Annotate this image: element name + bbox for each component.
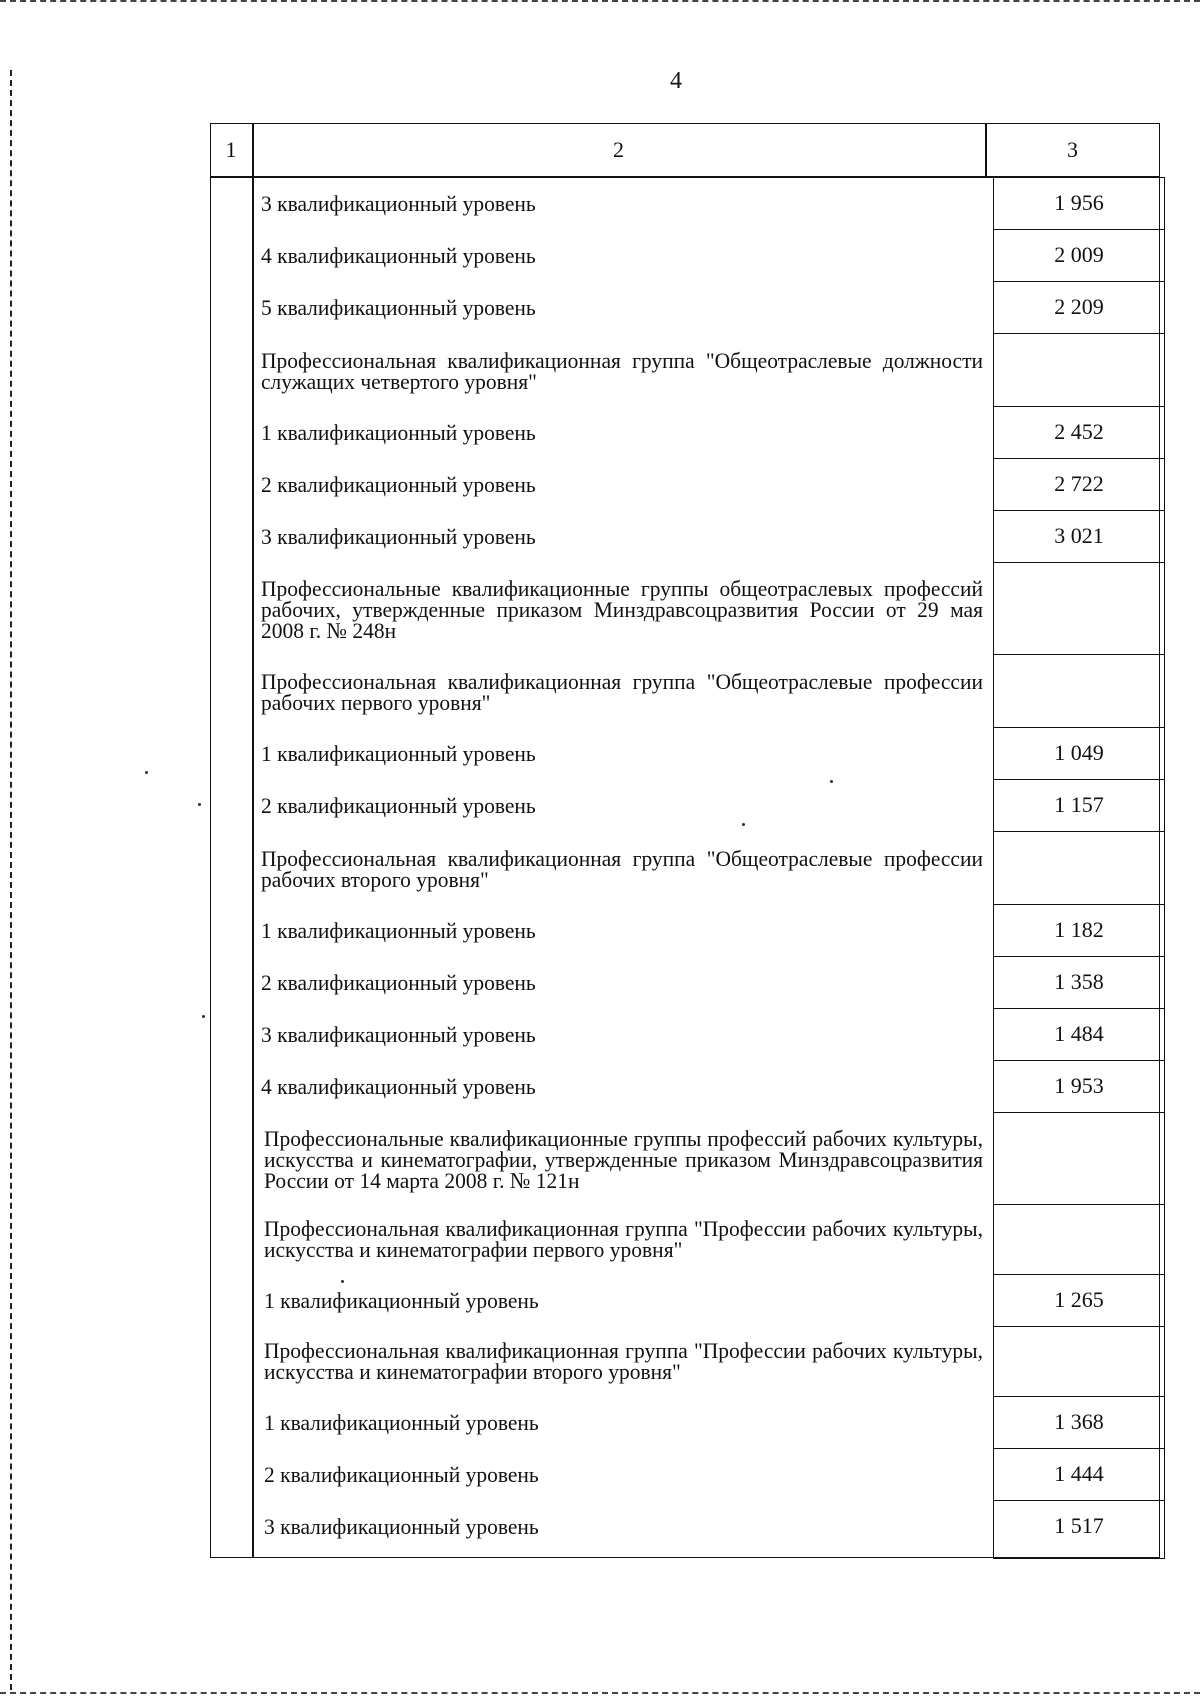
level-label: 1 квалификационный уровень — [264, 1409, 539, 1436]
value-cell — [993, 1274, 1165, 1327]
value-cell — [993, 229, 1165, 282]
level-label: 2 квалификационный уровень — [261, 969, 536, 996]
level-label: 2 квалификационный уровень — [261, 792, 536, 819]
scan-edge-left — [10, 70, 12, 1690]
value-cell — [993, 281, 1165, 334]
value-text: 1 265 — [1054, 1287, 1104, 1312]
level-label: 2 квалификационный уровень — [264, 1461, 539, 1488]
group-heading: Профессиональная квалификационная группа "Общеотраслевые должности служащих четвертого уровня" — [261, 347, 983, 395]
level-label: 1 квалификационный уровень — [261, 740, 536, 767]
scan-edge-bottom — [0, 1692, 1200, 1694]
scan-speck — [341, 1280, 344, 1283]
page-number: 4 — [670, 68, 682, 94]
group-heading: Профессиональная квалификационная группа "Профессии рабочих культуры, искусства и кинематографии второго уровня" — [264, 1337, 983, 1385]
group-heading: Профессиональная квалификационная группа "Профессии рабочих культуры, искусства и кинематографии первого уровня" — [264, 1215, 983, 1263]
value-cell — [993, 177, 1165, 230]
group-heading: Профессиональная квалификационная группа "Общеотраслевые профессии рабочих первого уровня" — [261, 668, 983, 716]
value-text: 1 358 — [1054, 969, 1104, 994]
value-text: 2 009 — [1054, 242, 1104, 267]
scan-edge-top — [0, 0, 1200, 5]
value-text: 2 722 — [1054, 471, 1104, 496]
value-cell — [993, 831, 1165, 905]
value-cell — [993, 1326, 1165, 1397]
level-label: 1 квалификационный уровень — [261, 419, 536, 446]
value-text: 2 209 — [1054, 294, 1104, 319]
value-text: 1 049 — [1054, 740, 1104, 765]
value-text: 1 956 — [1054, 190, 1104, 215]
value-cell — [993, 1500, 1165, 1559]
scan-speck — [742, 823, 745, 826]
value-cell — [993, 956, 1165, 1009]
level-label: 3 квалификационный уровень — [261, 523, 536, 550]
value-text: 1 182 — [1054, 917, 1104, 942]
header-col-2: 2 — [613, 137, 624, 162]
level-label: 2 квалификационный уровень — [261, 471, 536, 498]
value-text: 1 368 — [1054, 1409, 1104, 1434]
value-text: 1 157 — [1054, 792, 1104, 817]
value-cell — [993, 779, 1165, 832]
value-text: 1 953 — [1054, 1073, 1104, 1098]
level-label: 4 квалификационный уровень — [261, 242, 536, 269]
value-cell — [993, 562, 1165, 655]
value-cell — [993, 1396, 1165, 1449]
scan-speck — [145, 771, 148, 774]
header-col-3: 3 — [1067, 137, 1078, 162]
value-cell — [993, 1060, 1165, 1113]
value-text: 1 444 — [1054, 1461, 1104, 1486]
value-cell — [993, 727, 1165, 780]
level-label: 3 квалификационный уровень — [261, 190, 536, 217]
header-col-1: 1 — [225, 137, 237, 162]
level-label: 1 квалификационный уровень — [264, 1287, 539, 1314]
value-text: 3 021 — [1054, 523, 1104, 548]
level-label: 5 квалификационный уровень — [261, 294, 536, 321]
value-text: 1 484 — [1054, 1021, 1104, 1046]
value-cell — [993, 510, 1165, 563]
group-heading: Профессиональная квалификационная группа "Общеотраслевые профессии рабочих второго уровня" — [261, 845, 983, 893]
level-label: 1 квалификационный уровень — [261, 917, 536, 944]
value-cell — [993, 1448, 1165, 1501]
level-label: 3 квалификационный уровень — [264, 1513, 539, 1540]
value-cell — [993, 333, 1165, 407]
value-cell — [993, 1204, 1165, 1275]
value-cell — [993, 904, 1165, 957]
level-label: 4 квалификационный уровень — [261, 1073, 536, 1100]
group-heading: Профессиональные квалификационные группы профессий рабочих культуры, искусства и кинематографии, утвержденные приказом Минздравсоцразвития России от 14 марта 2008 г. № 121н — [264, 1125, 983, 1194]
value-cell — [993, 406, 1165, 459]
scan-speck — [198, 803, 201, 806]
value-text: 2 452 — [1054, 419, 1104, 444]
group-heading: Профессиональные квалификационные группы общеотраслевых профессий рабочих, утвержденные приказом Минздравсоцразвития России от 29 мая 2008 г. № 248н — [261, 575, 983, 644]
value-cell — [993, 1008, 1165, 1061]
value-cell — [993, 654, 1165, 728]
value-cell — [993, 1112, 1165, 1205]
column-divider-1 — [252, 123, 254, 1558]
scan-speck — [202, 1015, 205, 1018]
value-cell — [993, 458, 1165, 511]
value-text: 1 517 — [1054, 1513, 1104, 1538]
scan-speck — [830, 780, 833, 783]
level-label: 3 квалификационный уровень — [261, 1021, 536, 1048]
